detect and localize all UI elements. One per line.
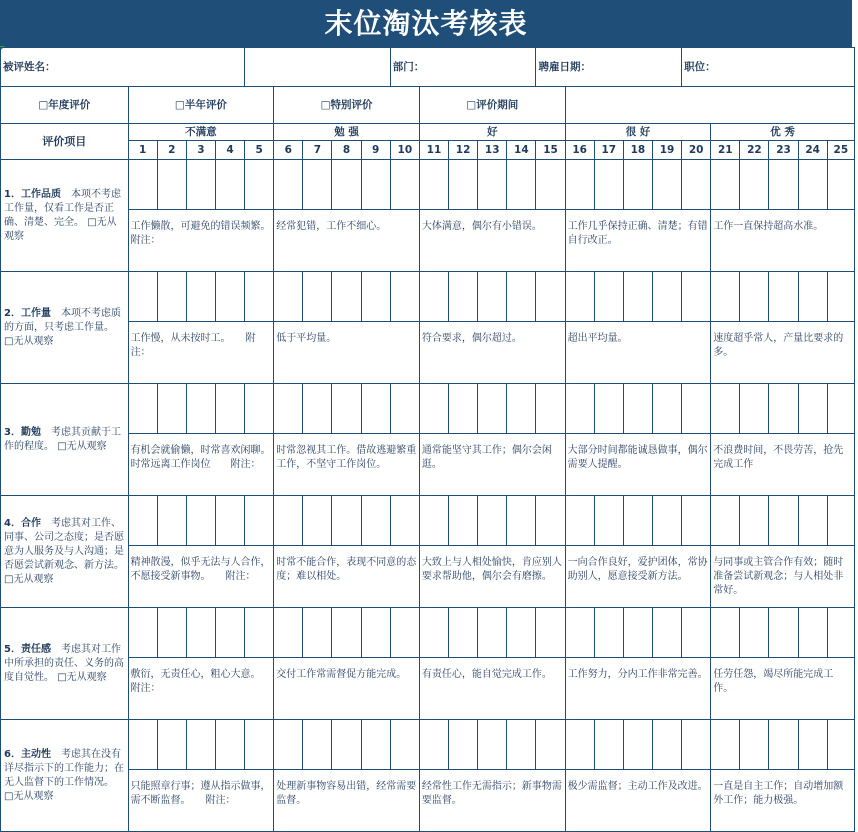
score-number: 1 xyxy=(128,141,157,160)
note-label: 附注： xyxy=(130,683,161,694)
score-box[interactable] xyxy=(157,608,186,658)
score-box[interactable] xyxy=(623,272,652,322)
score-box[interactable] xyxy=(507,272,536,322)
level-description xyxy=(711,658,855,720)
score-box[interactable] xyxy=(419,272,448,322)
score-number: 18 xyxy=(623,141,652,160)
score-box[interactable] xyxy=(361,496,390,546)
score-box[interactable] xyxy=(769,608,798,658)
score-box[interactable] xyxy=(711,160,740,210)
note-label: 附注： xyxy=(130,235,161,246)
score-box[interactable] xyxy=(390,496,419,546)
level-description xyxy=(274,434,420,496)
score-box[interactable] xyxy=(711,608,740,658)
level-description-text: 一直是自主工作；自动增加额外工作；能力极强。 xyxy=(713,781,844,806)
score-number: 12 xyxy=(449,141,478,160)
score-box[interactable] xyxy=(157,272,186,322)
level-description xyxy=(419,210,565,272)
score-box[interactable] xyxy=(798,384,827,434)
level-description xyxy=(128,770,274,832)
score-box[interactable] xyxy=(245,272,274,322)
name-field[interactable] xyxy=(245,48,391,87)
score-box[interactable] xyxy=(623,720,652,770)
score-box[interactable] xyxy=(449,496,478,546)
score-box[interactable] xyxy=(769,272,798,322)
score-box[interactable] xyxy=(565,496,594,546)
score-box[interactable] xyxy=(274,720,303,770)
score-box[interactable] xyxy=(186,160,215,210)
item-name: 5．责任感 xyxy=(4,643,51,655)
score-number: 16 xyxy=(565,141,594,160)
eval-annual-checkbox[interactable]: □年度评价 xyxy=(1,87,129,124)
score-box[interactable] xyxy=(507,608,536,658)
level-description xyxy=(128,658,274,720)
score-box[interactable] xyxy=(332,160,361,210)
item-score-row xyxy=(1,272,855,322)
score-box[interactable] xyxy=(128,496,157,546)
score-number: 10 xyxy=(390,141,419,160)
level-description xyxy=(419,434,565,496)
score-box[interactable] xyxy=(186,384,215,434)
score-box[interactable] xyxy=(157,720,186,770)
level-description xyxy=(565,322,711,384)
score-box[interactable] xyxy=(390,608,419,658)
position-label: 职位： xyxy=(682,48,855,87)
score-box[interactable] xyxy=(390,720,419,770)
score-box[interactable] xyxy=(740,272,769,322)
score-box[interactable] xyxy=(478,720,507,770)
score-box[interactable] xyxy=(361,720,390,770)
score-box[interactable] xyxy=(303,608,332,658)
score-box[interactable] xyxy=(769,720,798,770)
level-description xyxy=(274,658,420,720)
score-box[interactable] xyxy=(361,608,390,658)
score-number: 2 xyxy=(157,141,186,160)
score-box[interactable] xyxy=(827,496,854,546)
level-description-text: 交付工作常需督促方能完成。 xyxy=(276,669,407,680)
item-description: 本项不考虑质的方面，只考虑工作量。 xyxy=(4,307,121,333)
level-description xyxy=(128,322,274,384)
score-box[interactable] xyxy=(274,384,303,434)
score-box[interactable] xyxy=(623,384,652,434)
item-description: 考虑其对工作、同事、公司之态度；是否愿意为人服务及与人沟通；是否愿尝试新观念、新方法。 xyxy=(4,517,124,571)
level-description-text: 不浪费时间，不畏劳苦，抢先完成工作 xyxy=(713,445,844,470)
level-description xyxy=(565,658,711,720)
score-box[interactable] xyxy=(245,384,274,434)
level-description-text: 工作慢，从未按时工。 xyxy=(130,333,226,344)
item-level-description-row xyxy=(1,546,855,608)
level-description-text: 有机会就偷懒，时常喜欢闲聊。时常远离工作岗位 xyxy=(130,445,271,470)
note-label: 附注： xyxy=(225,571,256,582)
score-box[interactable] xyxy=(332,608,361,658)
score-box[interactable] xyxy=(769,160,798,210)
score-box[interactable] xyxy=(827,720,854,770)
score-box[interactable] xyxy=(332,272,361,322)
score-number: 7 xyxy=(303,141,332,160)
score-box[interactable] xyxy=(215,720,244,770)
score-box[interactable] xyxy=(303,384,332,434)
score-box[interactable] xyxy=(682,160,711,210)
score-box[interactable] xyxy=(419,608,448,658)
score-box[interactable] xyxy=(594,160,623,210)
score-box[interactable] xyxy=(565,384,594,434)
score-box[interactable] xyxy=(827,272,854,322)
score-box[interactable] xyxy=(565,608,594,658)
score-box[interactable] xyxy=(157,496,186,546)
score-box[interactable] xyxy=(740,496,769,546)
level-description-text: 符合要求，偶尔超过。 xyxy=(421,333,522,344)
score-box[interactable] xyxy=(565,720,594,770)
level-description-text: 通常能坚守其工作；偶尔会闲逛。 xyxy=(421,445,552,470)
item-label-cell xyxy=(1,384,129,496)
level-description xyxy=(565,546,711,608)
score-box[interactable] xyxy=(507,160,536,210)
level-description xyxy=(565,210,711,272)
score-box[interactable] xyxy=(215,272,244,322)
score-box[interactable] xyxy=(128,384,157,434)
level-description-text: 工作几乎保持正确、清楚；有错自行改正。 xyxy=(567,221,708,246)
score-box[interactable] xyxy=(128,720,157,770)
item-name: 1．工作品质 xyxy=(4,188,61,200)
score-box[interactable] xyxy=(215,160,244,210)
score-number: 9 xyxy=(361,141,390,160)
item-score-row xyxy=(1,384,855,434)
score-box[interactable] xyxy=(623,496,652,546)
name-label: 被评姓名： xyxy=(1,48,245,87)
score-box[interactable] xyxy=(594,384,623,434)
item-score-row xyxy=(1,160,855,210)
level-description-text: 只能照章行事；遵从指示做事，需不断监督。 xyxy=(130,781,271,806)
level-description-text: 敷衍，无责任心，粗心大意。 xyxy=(130,669,256,680)
score-number: 23 xyxy=(769,141,798,160)
score-box[interactable] xyxy=(711,720,740,770)
score-number: 21 xyxy=(711,141,740,160)
score-box[interactable] xyxy=(652,496,681,546)
eval-halfyear-checkbox[interactable]: □半年评价 xyxy=(128,87,274,124)
band-very-good: 很 好 xyxy=(565,124,711,141)
level-description xyxy=(419,546,565,608)
score-box[interactable] xyxy=(798,272,827,322)
level-description-text: 经常性工作无需指示；新事物需要监督。 xyxy=(421,781,562,806)
score-box[interactable] xyxy=(507,496,536,546)
eval-period-field[interactable] xyxy=(565,87,854,124)
score-box[interactable] xyxy=(449,160,478,210)
item-label-cell xyxy=(1,496,129,608)
score-box[interactable] xyxy=(390,384,419,434)
score-box[interactable] xyxy=(798,496,827,546)
score-box[interactable] xyxy=(186,608,215,658)
score-box[interactable] xyxy=(478,384,507,434)
score-box[interactable] xyxy=(157,160,186,210)
score-box[interactable] xyxy=(303,496,332,546)
level-description xyxy=(128,434,274,496)
score-box[interactable] xyxy=(478,496,507,546)
level-description-text: 精神散漫，似乎无法与人合作，不愿接受新事物。 xyxy=(130,557,271,582)
item-label-cell xyxy=(1,720,129,832)
score-box[interactable] xyxy=(798,720,827,770)
score-box[interactable] xyxy=(507,384,536,434)
score-box[interactable] xyxy=(652,384,681,434)
no-observation-checkbox[interactable]: □无从观察 xyxy=(4,335,54,347)
score-box[interactable] xyxy=(332,496,361,546)
score-box[interactable] xyxy=(128,160,157,210)
score-box[interactable] xyxy=(128,272,157,322)
score-box[interactable] xyxy=(507,720,536,770)
score-box[interactable] xyxy=(245,720,274,770)
level-description-text: 经常犯错，工作不细心。 xyxy=(276,221,387,232)
score-box[interactable] xyxy=(536,384,565,434)
level-description-text: 超出平均量。 xyxy=(567,333,628,344)
score-box[interactable] xyxy=(740,720,769,770)
item-score-row xyxy=(1,608,855,658)
level-description xyxy=(711,322,855,384)
item-description: 考虑其在没有详尽指示下的工作能力；在无人监督下的工作情况。 xyxy=(4,748,124,788)
page-title: 末位淘汰考核表 xyxy=(0,0,852,47)
score-box[interactable] xyxy=(419,160,448,210)
score-box[interactable] xyxy=(157,384,186,434)
level-description-text: 大体满意，偶尔有小错误。 xyxy=(421,221,542,232)
score-box[interactable] xyxy=(623,160,652,210)
level-description-text: 大致上与人相处愉快，肯应别人要求帮助他，偶尔会有磨擦。 xyxy=(421,557,562,582)
score-box[interactable] xyxy=(274,608,303,658)
score-box[interactable] xyxy=(682,272,711,322)
score-box[interactable] xyxy=(449,272,478,322)
score-box[interactable] xyxy=(827,384,854,434)
no-observation-checkbox[interactable]: □无从观察 xyxy=(4,216,117,242)
score-box[interactable] xyxy=(332,384,361,434)
level-description xyxy=(711,546,855,608)
score-box[interactable] xyxy=(449,384,478,434)
score-box[interactable] xyxy=(740,608,769,658)
item-level-description-row xyxy=(1,770,855,832)
score-number: 25 xyxy=(827,141,854,160)
item-description: 考虑其贡献于工作的程度。 xyxy=(4,426,121,452)
score-box[interactable] xyxy=(536,608,565,658)
score-box[interactable] xyxy=(798,160,827,210)
score-box[interactable] xyxy=(652,272,681,322)
score-box[interactable] xyxy=(682,496,711,546)
score-number: 24 xyxy=(798,141,827,160)
item-label-cell xyxy=(1,272,129,384)
score-box[interactable] xyxy=(478,160,507,210)
level-description-text: 时常忽视其工作。借故逃避繁重工作，不坚守工作岗位。 xyxy=(276,445,417,470)
score-box[interactable] xyxy=(245,160,274,210)
score-box[interactable] xyxy=(186,272,215,322)
score-box[interactable] xyxy=(478,608,507,658)
score-box[interactable] xyxy=(682,608,711,658)
level-description-text: 任劳任怨，竭尽所能完成工作。 xyxy=(713,669,834,694)
score-box[interactable] xyxy=(215,608,244,658)
item-name: 3．勤勉 xyxy=(4,426,41,438)
eval-type-row xyxy=(1,87,855,124)
no-observation-checkbox[interactable]: □无从观察 xyxy=(57,671,107,683)
level-description-text: 低于平均量。 xyxy=(276,333,337,344)
score-box[interactable] xyxy=(390,272,419,322)
score-number: 15 xyxy=(536,141,565,160)
item-level-description-row xyxy=(1,434,855,496)
band-unsatisfactory: 不满意 xyxy=(128,124,274,141)
score-box[interactable] xyxy=(128,608,157,658)
level-description-text: 有责任心，能自觉完成工作。 xyxy=(421,669,552,680)
level-description-text: 一向合作良好，爱护团体，常协助别人，愿意接受新方法。 xyxy=(567,557,708,582)
score-box[interactable] xyxy=(740,384,769,434)
score-box[interactable] xyxy=(361,384,390,434)
score-box[interactable] xyxy=(594,496,623,546)
level-description xyxy=(711,770,855,832)
level-description-text: 处理新事物容易出错，经常需要监督。 xyxy=(276,781,417,806)
hire-date-label: 聘雇日期： xyxy=(536,48,682,87)
item-description: 本项不考虑工作量，仅看工作是否正确、清楚、完全。 xyxy=(4,188,121,228)
score-box[interactable] xyxy=(361,272,390,322)
level-description xyxy=(128,546,274,608)
item-name: 2．工作量 xyxy=(4,307,51,319)
score-box[interactable] xyxy=(303,720,332,770)
score-number: 8 xyxy=(332,141,361,160)
no-observation-checkbox[interactable]: □无从观察 xyxy=(4,790,54,802)
item-level-description-row xyxy=(1,322,855,384)
band-excellent: 优 秀 xyxy=(711,124,855,141)
level-description xyxy=(565,434,711,496)
score-box[interactable] xyxy=(652,608,681,658)
score-box[interactable] xyxy=(419,496,448,546)
score-box[interactable] xyxy=(536,160,565,210)
evaluation-sheet xyxy=(0,47,855,832)
level-description-text: 工作努力，分内工作非常完善。 xyxy=(567,669,708,680)
info-row xyxy=(1,48,855,87)
score-box[interactable] xyxy=(536,720,565,770)
score-number-row xyxy=(1,141,855,160)
score-box[interactable] xyxy=(274,272,303,322)
note-label: 附注： xyxy=(230,459,261,470)
score-box[interactable] xyxy=(711,384,740,434)
score-box[interactable] xyxy=(303,160,332,210)
level-description xyxy=(419,658,565,720)
score-box[interactable] xyxy=(682,384,711,434)
eval-period-checkbox[interactable]: □评价期间 xyxy=(419,87,565,124)
level-description xyxy=(274,322,420,384)
item-name: 6．主动性 xyxy=(4,748,51,760)
level-description-text: 工作懒散，可避免的错误频繁。 xyxy=(130,221,266,232)
score-box[interactable] xyxy=(245,496,274,546)
level-description xyxy=(419,770,565,832)
score-box[interactable] xyxy=(215,496,244,546)
score-number: 17 xyxy=(594,141,623,160)
band-good: 好 xyxy=(419,124,565,141)
item-header: 评价项目 xyxy=(1,124,129,160)
score-box[interactable] xyxy=(594,272,623,322)
level-description-text: 时常不能合作，表现不同意的态度；难以相处。 xyxy=(276,557,417,582)
level-description-text: 速度超乎常人，产量比要求的多。 xyxy=(713,333,844,358)
score-box[interactable] xyxy=(798,608,827,658)
level-description-text: 大部分时间都能诚恳做事，偶尔需要人提醒。 xyxy=(567,445,708,470)
score-box[interactable] xyxy=(390,160,419,210)
note-label: 附注： xyxy=(205,795,236,806)
eval-special-checkbox[interactable]: □特别评价 xyxy=(274,87,420,124)
score-box[interactable] xyxy=(186,496,215,546)
score-box[interactable] xyxy=(186,720,215,770)
note-label: 附注： xyxy=(130,333,256,358)
score-number: 22 xyxy=(740,141,769,160)
level-description xyxy=(711,434,855,496)
band-row xyxy=(1,124,855,141)
level-description xyxy=(128,210,274,272)
level-description-text: 工作一直保持超高水准。 xyxy=(713,221,824,232)
score-box[interactable] xyxy=(682,720,711,770)
score-box[interactable] xyxy=(419,384,448,434)
level-description xyxy=(711,210,855,272)
score-box[interactable] xyxy=(361,160,390,210)
score-number: 4 xyxy=(215,141,244,160)
score-box[interactable] xyxy=(274,496,303,546)
score-box[interactable] xyxy=(769,496,798,546)
band-marginal: 勉 强 xyxy=(274,124,420,141)
level-description xyxy=(274,770,420,832)
score-box[interactable] xyxy=(623,608,652,658)
item-label-cell xyxy=(1,160,129,272)
score-box[interactable] xyxy=(536,272,565,322)
item-label-cell xyxy=(1,608,129,720)
level-description xyxy=(274,210,420,272)
score-box[interactable] xyxy=(303,272,332,322)
score-number: 6 xyxy=(274,141,303,160)
level-description xyxy=(565,770,711,832)
score-box[interactable] xyxy=(419,720,448,770)
no-observation-checkbox[interactable]: □无从观察 xyxy=(57,440,107,452)
score-box[interactable] xyxy=(449,608,478,658)
score-box[interactable] xyxy=(769,384,798,434)
score-box[interactable] xyxy=(594,720,623,770)
score-box[interactable] xyxy=(565,160,594,210)
score-box[interactable] xyxy=(711,272,740,322)
item-name: 4．合作 xyxy=(4,517,41,529)
score-box[interactable] xyxy=(332,720,361,770)
score-number: 3 xyxy=(186,141,215,160)
score-number: 11 xyxy=(419,141,448,160)
item-level-description-row xyxy=(1,210,855,272)
score-box[interactable] xyxy=(536,496,565,546)
level-description xyxy=(274,546,420,608)
score-box[interactable] xyxy=(215,384,244,434)
level-description-text: 与同事或主管合作有效；随时准备尝试新观念；与人相处非常好。 xyxy=(713,557,844,596)
score-number: 13 xyxy=(478,141,507,160)
score-box[interactable] xyxy=(711,496,740,546)
score-box[interactable] xyxy=(478,272,507,322)
score-box[interactable] xyxy=(652,720,681,770)
dept-label: 部门： xyxy=(390,48,536,87)
item-score-row xyxy=(1,720,855,770)
score-box[interactable] xyxy=(449,720,478,770)
score-box[interactable] xyxy=(565,272,594,322)
score-box[interactable] xyxy=(594,608,623,658)
score-number: 19 xyxy=(652,141,681,160)
score-number: 20 xyxy=(682,141,711,160)
level-description-text: 极少需监督；主动工作及改进。 xyxy=(567,781,708,792)
item-score-row xyxy=(1,496,855,546)
score-box[interactable] xyxy=(274,160,303,210)
score-number: 5 xyxy=(245,141,274,160)
item-level-description-row xyxy=(1,658,855,720)
score-number: 14 xyxy=(507,141,536,160)
score-box[interactable] xyxy=(652,160,681,210)
score-box[interactable] xyxy=(827,608,854,658)
no-observation-checkbox[interactable]: □无从观察 xyxy=(4,573,54,585)
level-description xyxy=(419,322,565,384)
item-description: 考虑其对工作中所承担的责任、义务的高度自觉性。 xyxy=(4,643,124,683)
score-box[interactable] xyxy=(827,160,854,210)
score-box[interactable] xyxy=(245,608,274,658)
score-box[interactable] xyxy=(740,160,769,210)
